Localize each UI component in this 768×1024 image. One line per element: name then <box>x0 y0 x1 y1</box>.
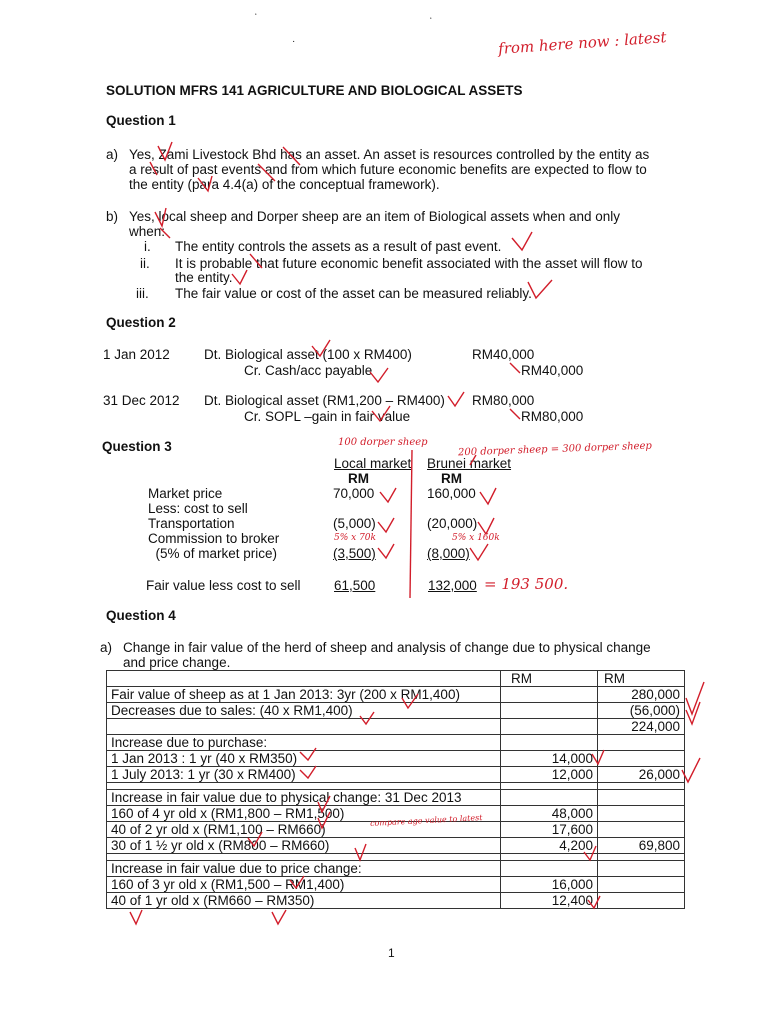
row-amount: 14,000 <box>501 751 598 767</box>
tick-mark <box>272 910 286 924</box>
journal-credit-amount: RM80,000 <box>521 409 584 424</box>
row-amount <box>501 735 598 751</box>
journal-date: 31 Dec 2012 <box>103 393 180 408</box>
table-row <box>107 751 685 767</box>
q1-a-label: a) <box>106 147 119 162</box>
table-row <box>107 719 685 735</box>
row-label: 160 of 4 yr old x (RM1,800 – RM1,500) <box>107 806 501 822</box>
q3-row-label: Less: cost to sell <box>148 501 248 516</box>
row-amount: 26,000 <box>598 767 685 783</box>
q3-brunei-value: (20,000) <box>427 516 478 531</box>
unit-local: RM <box>348 471 369 486</box>
q1-item-text: It is probable that future economic benefit associated with the asset will flow to <box>175 256 643 271</box>
q3-brunei-value: 160,000 <box>427 486 476 501</box>
q1-b-line-2: when: <box>129 224 166 239</box>
q3-row-label: Commission to broker <box>148 531 280 546</box>
divider-line <box>410 450 412 598</box>
journal-debit-amount: RM40,000 <box>472 347 535 362</box>
table-row <box>107 877 685 893</box>
question-3-heading: Question 3 <box>102 439 172 454</box>
table-cell <box>107 783 501 790</box>
tick-mark <box>510 363 520 373</box>
row-amount: 16,000 <box>501 877 598 893</box>
question-2-heading: Question 2 <box>106 315 176 330</box>
row-amount <box>501 703 598 719</box>
q3-row-label: Transportation <box>148 516 235 531</box>
tick-mark <box>686 682 704 714</box>
q1-item-text: The entity controls the assets as a result of past event. <box>175 239 502 254</box>
table-spacer-row <box>107 854 685 861</box>
row-amount <box>501 861 598 877</box>
row-label: Decreases due to sales: (40 x RM1,400) <box>107 703 501 719</box>
q3-row-label: Market price <box>148 486 223 501</box>
row-amount <box>501 687 598 703</box>
handwritten-table-note: compare age value to latest <box>369 813 483 828</box>
unit-brunei: RM <box>441 471 462 486</box>
q3-total-brunei: 132,000 <box>428 578 477 593</box>
q1-a-line-3: the entity (para 4.4(a) of the conceptual framework). <box>129 177 440 192</box>
handwritten-header-note: from here now : latest <box>497 28 668 58</box>
table-row <box>107 767 685 783</box>
table-cell <box>107 854 501 861</box>
speck: ʻ <box>255 12 257 21</box>
journal-credit: Cr. Cash/acc payable <box>244 363 373 378</box>
table-cell <box>598 783 685 790</box>
row-label <box>107 719 501 735</box>
row-amount: 12,400 <box>501 893 598 909</box>
row-amount <box>598 751 685 767</box>
journal-debit: Dt. Biological asset (100 x RM400) <box>204 347 412 362</box>
tick-mark <box>380 488 396 502</box>
tick-mark <box>378 544 394 558</box>
row-amount <box>598 861 685 877</box>
table-cell <box>598 854 685 861</box>
row-label: 160 of 3 yr old x (RM1,500 – RM1,400) <box>107 877 501 893</box>
tick-mark <box>686 702 700 724</box>
row-amount <box>598 822 685 838</box>
handwritten-calc-brunei: 5% x 160k <box>452 533 500 543</box>
tick-mark <box>510 409 520 419</box>
table-cell <box>107 671 501 687</box>
handwritten-total: = 193 500. <box>484 575 569 593</box>
q1-item-num: iii. <box>136 286 149 301</box>
row-amount: 12,000 <box>501 767 598 783</box>
table-row <box>107 893 685 909</box>
question-4-heading: Question 4 <box>106 608 176 623</box>
journal-credit-amount: RM40,000 <box>521 363 584 378</box>
page-number: 1 <box>388 946 395 960</box>
speck: ʻ <box>430 16 432 25</box>
question-1-heading: Question 1 <box>106 113 176 128</box>
row-label: Fair value of sheep as at 1 Jan 2013: 3yr (200 x RM1,400) <box>107 687 501 703</box>
row-amount <box>501 790 598 806</box>
row-label: 30 of 1 ½ yr old x (RM800 – RM660) <box>107 838 501 854</box>
column-local-market: Local market <box>334 456 412 471</box>
q4-a-line-2: and price change. <box>123 655 231 670</box>
table-cell <box>501 783 598 790</box>
q1-item-num: i. <box>144 239 151 254</box>
row-label: Increase due to purchase: <box>107 735 501 751</box>
journal-date: 1 Jan 2012 <box>103 347 170 362</box>
tick-mark <box>470 544 488 560</box>
table-row <box>107 861 685 877</box>
row-amount: 4,200 <box>501 838 598 854</box>
page-title: SOLUTION MFRS 141 AGRICULTURE AND BIOLOGICAL ASSETS <box>106 83 523 98</box>
column-rm-2: RM <box>598 671 685 687</box>
handwritten-calc-local: 5% x 70k <box>334 533 376 543</box>
q3-total-label: Fair value less cost to sell <box>146 578 301 593</box>
q3-brunei-value: (8,000) <box>427 546 470 561</box>
row-amount: 48,000 <box>501 806 598 822</box>
speck: · <box>292 36 296 47</box>
tick-mark <box>480 488 496 504</box>
tick-mark <box>232 270 247 284</box>
table-row <box>107 687 685 703</box>
row-amount <box>598 877 685 893</box>
tick-mark <box>478 518 494 534</box>
q1-a-line-2: a result of past events and from which future economic benefits are expected to flow to <box>129 162 647 177</box>
row-amount <box>598 790 685 806</box>
q3-local-value: (5,000) <box>333 516 376 531</box>
q4-a-label: a) <box>100 640 113 655</box>
table-row <box>107 703 685 719</box>
tick-mark <box>378 518 394 532</box>
row-amount: 69,800 <box>598 838 685 854</box>
table-header-row <box>107 671 685 687</box>
row-label: 40 of 2 yr old x (RM1,100 – RM660) <box>107 822 501 838</box>
tick-mark <box>512 232 532 250</box>
row-label: 1 Jan 2013 : 1 yr (40 x RM350) <box>107 751 501 767</box>
journal-credit: Cr. SOPL –gain in fair value <box>244 409 411 424</box>
table-spacer-row <box>107 783 685 790</box>
row-amount <box>598 735 685 751</box>
tick-mark <box>370 368 388 382</box>
table-row <box>107 735 685 751</box>
fair-value-table <box>106 670 685 909</box>
journal-debit-amount: RM80,000 <box>472 393 535 408</box>
row-amount: 17,600 <box>501 822 598 838</box>
table-row <box>107 790 685 806</box>
column-rm-1: RM <box>501 671 598 687</box>
row-amount: (56,000) <box>598 703 685 719</box>
row-amount: 224,000 <box>598 719 685 735</box>
q1-item-num: ii. <box>140 256 150 271</box>
q3-local-value: 70,000 <box>333 486 375 501</box>
row-amount <box>598 893 685 909</box>
journal-debit: Dt. Biological asset (RM1,200 – RM400) <box>204 393 445 408</box>
row-amount <box>598 806 685 822</box>
q1-item-text: The fair value or cost of the asset can be measured reliably. <box>175 286 532 301</box>
q1-b-line-1: Yes, local sheep and Dorper sheep are an item of Biological assets when and only <box>129 209 621 224</box>
handwritten-local-count: 100 dorper sheep <box>338 437 428 448</box>
q1-a-line-1: Yes, Zami Livestock Bhd has an asset. An asset is resources controlled by the entity as <box>129 147 650 162</box>
handwritten-brunei-count: 200 dorper sheep = 300 dorper sheep <box>457 440 652 459</box>
q4-a-line-1: Change in fair value of the herd of sheep and analysis of change due to physical change <box>123 640 651 655</box>
q1-b-label: b) <box>106 209 119 224</box>
table-row <box>107 838 685 854</box>
row-amount <box>501 719 598 735</box>
q3-row-label: (5% of market price) <box>148 546 278 561</box>
q1-item-text: the entity. <box>175 270 233 285</box>
q3-local-value: (3,500) <box>333 546 376 561</box>
row-amount: 280,000 <box>598 687 685 703</box>
tick-mark <box>448 392 464 406</box>
column-brunei-market: Brunei market <box>427 456 512 471</box>
row-label: 40 of 1 yr old x (RM660 – RM350) <box>107 893 501 909</box>
table-cell <box>501 854 598 861</box>
row-label: Increase in fair value due to price change: <box>107 861 501 877</box>
row-label: Increase in fair value due to physical change: 31 Dec 2013 <box>107 790 501 806</box>
q3-total-local: 61,500 <box>334 578 376 593</box>
tick-mark <box>130 910 142 924</box>
row-label: 1 July 2013: 1 yr (30 x RM400) <box>107 767 501 783</box>
